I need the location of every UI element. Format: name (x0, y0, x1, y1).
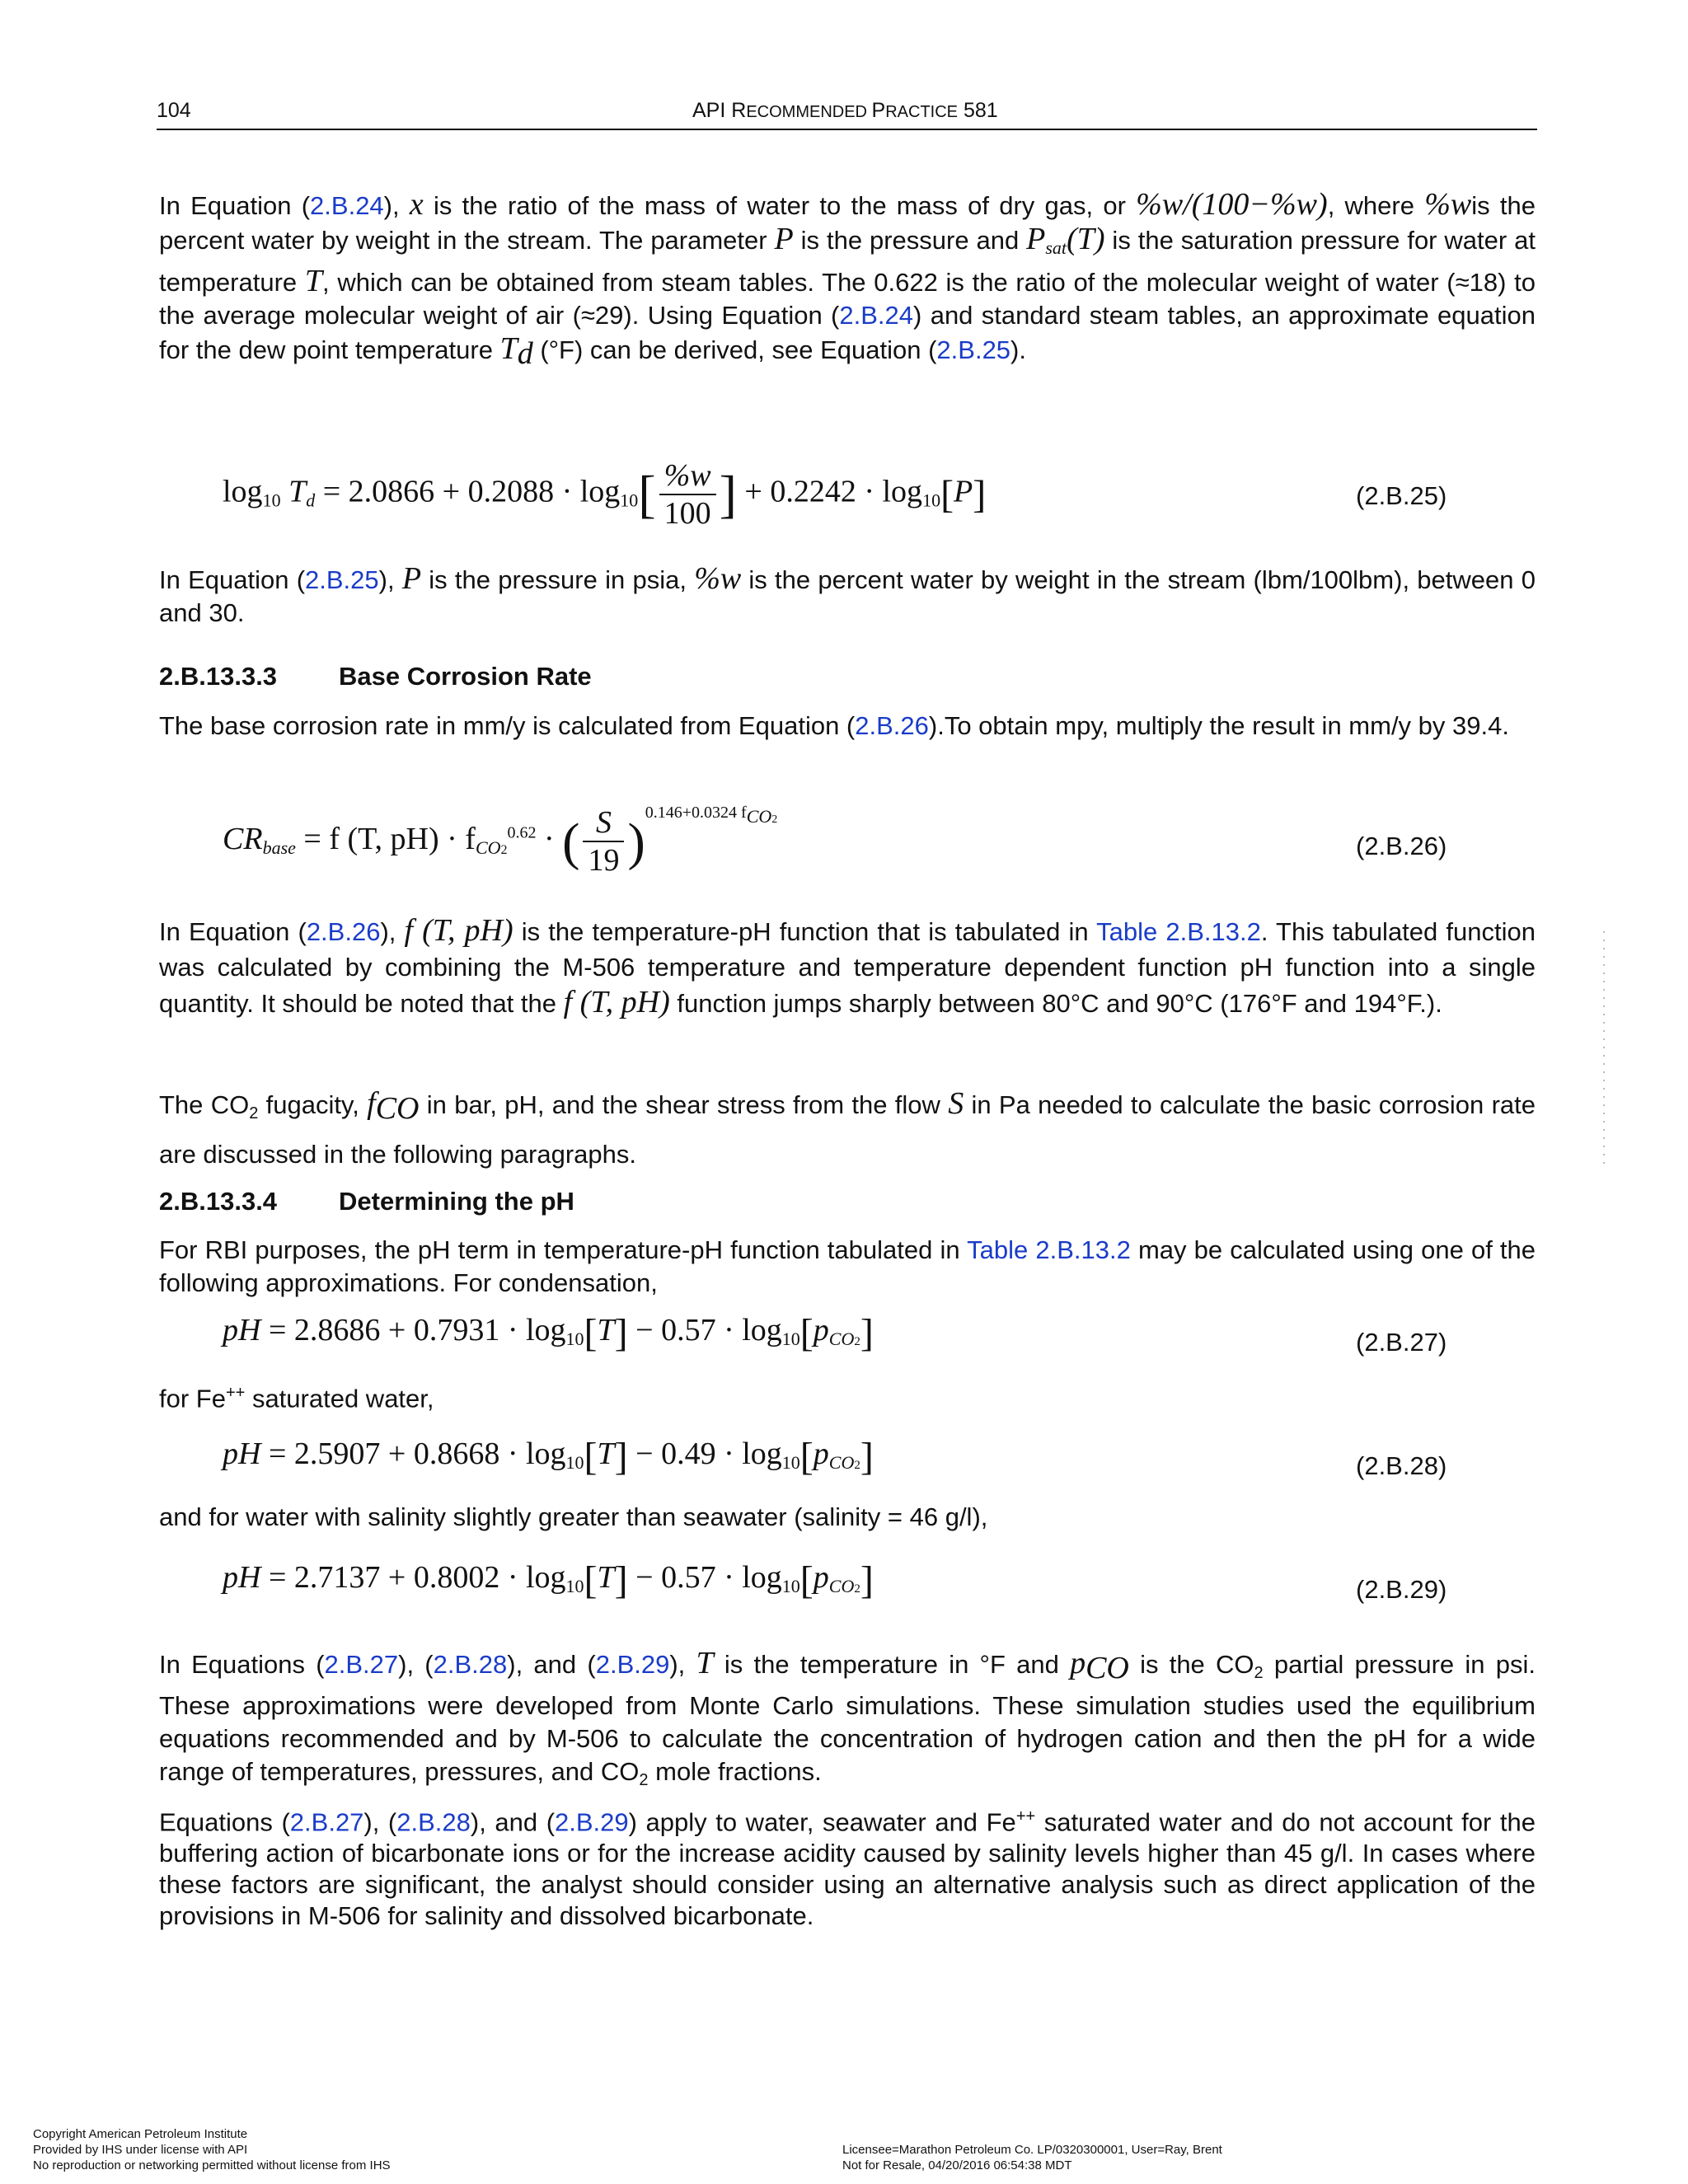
equation-link[interactable]: 2.B.26 (306, 917, 381, 946)
equation-link[interactable]: 2.B.25 (305, 565, 379, 594)
paragraph-determining-ph: For RBI purposes, the pH term in temperature-pH function tabulated in Table 2.B.13.2 may be calculated using one of the following approximations. For condensation, (159, 1235, 1536, 1297)
equation-2b26: $CR_{base} = f$ (T, $pH) \cdot f_{CO2}^{0.62}$ · ( $\frac{S}{19}$ )$^{0.146+0.0324 f_{CO2}}$ (223, 804, 778, 879)
equation-link[interactable]: 2.B.29 (555, 1807, 629, 1837)
equation-number: (2.B.25) (1356, 481, 1447, 510)
equation-link[interactable]: 2.B.28 (396, 1807, 471, 1837)
text-line-fe-saturated: for Fe++ saturated water, (159, 1384, 434, 1413)
equation-link[interactable]: 2.B.29 (595, 1650, 670, 1679)
equation-2b25: $\log_{10} T_d = 2.0866 + 0.2088 \cdot \log_{10}$[ $\frac{\%w}{100}$ ] + $0.2242 \cdot \log_{10}[P]$ (223, 458, 987, 531)
table-link[interactable]: Table 2.B.13.2 (967, 1235, 1131, 1264)
equation-link[interactable]: 2.B.27 (289, 1807, 364, 1837)
text-line-salinity: and for water with salinity slightly greater than seawater (salinity = 46 g/l), (159, 1502, 988, 1531)
header-rule (157, 129, 1537, 130)
paragraph-equation-2b24-explanation: In Equation (2.B.24), x is the ratio of the mass of water to the mass of dry gas, or %w/(100−%w), where %wis the percent water by weight in the stream. The parameter P is the pressure and $P_{sat}(T)$ is the saturation pressure for water at temperature T, which can be obtained from steam tables. The 0.622 is the ratio of the molecular weight of water (≈18) to the average molecular weight of air (≈29). Using Equation (2.B.24) and standard steam tables, an approximate equation for the dew point temperature $T_d$ (°F) can be derived, see Equation (2.B.25). (159, 187, 1536, 371)
equation-link[interactable]: 2.B.26 (855, 711, 929, 740)
equation-link[interactable]: 2.B.28 (433, 1650, 508, 1679)
paragraph-equation-2b25-explanation: In Equation (2.B.25), P is the pressure in psia, %w is the percent water by weight in the stream (lbm/100lbm), between 0 and 30. (159, 561, 1536, 627)
equation-number: (2.B.29) (1356, 1575, 1447, 1604)
margin-dotted-line (1603, 931, 1605, 1170)
table-link[interactable]: Table 2.B.13.2 (1096, 917, 1261, 946)
equation-2b27: pH = $2.8686 + 0.7931 \cdot \log_{10}[T] - 0.57 \cdot \log_{10}[p_{CO2}]$ (223, 1311, 874, 1355)
running-title: API RECOMMENDED PRACTICE 581 (692, 99, 998, 122)
equation-2b29: pH = $2.7137 + 0.8002 \cdot \log_{10}[T] - 0.57 \cdot \log_{10}[p_{CO2}]$ (223, 1558, 874, 1602)
equation-number: (2.B.26) (1356, 832, 1447, 860)
equation-link[interactable]: 2.B.27 (324, 1650, 399, 1679)
equation-link[interactable]: 2.B.24 (310, 191, 384, 220)
paragraph-equations-applicability: Equations (2.B.27), (2.B.28), and (2.B.29) apply to water, seawater and Fe++ saturated water and do not account for the buffering action of bicarbonate ions or for the increase acidity caused by salinity levels higher than 45 g/l. In cases where these factors are significant, the analyst should consider using an alternative analysis such as direct application of the provisions in M-506 for salinity and dissolved bicarbonate. (159, 1807, 1536, 1931)
paragraph-temperature-ph-function: In Equation (2.B.26), f (T, pH) is the temperature-pH function that is tabulated in Table 2.B.13.2. This tabulated function was calculated by combining the M-506 temperature and temperature dependent function pH function into a single quantity. It should be noted that the f (T, pH) function jumps sharply between 80°C and 90°C (176°F and 194°F.). (159, 913, 1536, 1019)
paragraph-co2-fugacity: The $CO_2$ fugacity, $f_{CO}$ in bar, pH, and the shear stress from the flow S in Pa needed to calculate the basic corrosion rate are discussed in the following paragraphs. (159, 1086, 1536, 1169)
section-heading: 2.B.13.3.3 Base Corrosion Rate (159, 662, 592, 691)
equation-link[interactable]: 2.B.25 (936, 335, 1011, 364)
page-number: 104 (157, 99, 191, 122)
equation-number: (2.B.27) (1356, 1328, 1447, 1357)
paragraph-equations-explanation: In Equations (2.B.27), (2.B.28), and (2.B.29), T is the temperature in °F and $p_{CO}$ is the $CO_2$ partial pressure in psi. These approximations were developed from Monte Carlo simulations. These simulation studies used the equilibrium equations recommended and by M-506 to calculate the concentration of hydrogen cation and then the pH for a wide range of temperatures, pressures, and $CO_2$ mole fractions. (159, 1646, 1536, 1789)
footer-right: Licensee=Marathon Petroleum Co. LP/0320300001, User=Ray, Brent Not for Resale, 04/20/2016 06:54:38 MDT (842, 2143, 1222, 2172)
footer-left: Copyright American Petroleum Institute Provided by IHS under license with API No reproduction or networking permitted without license from IHS (33, 2127, 391, 2172)
equation-number: (2.B.28) (1356, 1451, 1447, 1480)
equation-link[interactable]: 2.B.24 (839, 301, 914, 330)
section-heading: 2.B.13.3.4 Determining the pH (159, 1187, 574, 1216)
equation-2b28: pH = $2.5907 + 0.8668 \cdot \log_{10}[T] - 0.49 \cdot \log_{10}[p_{CO2}]$ (223, 1435, 874, 1479)
paragraph-base-corrosion-rate: The base corrosion rate in mm/y is calculated from Equation (2.B.26).To obtain mpy, multiply the result in mm/y by 39.4. (159, 711, 1509, 740)
